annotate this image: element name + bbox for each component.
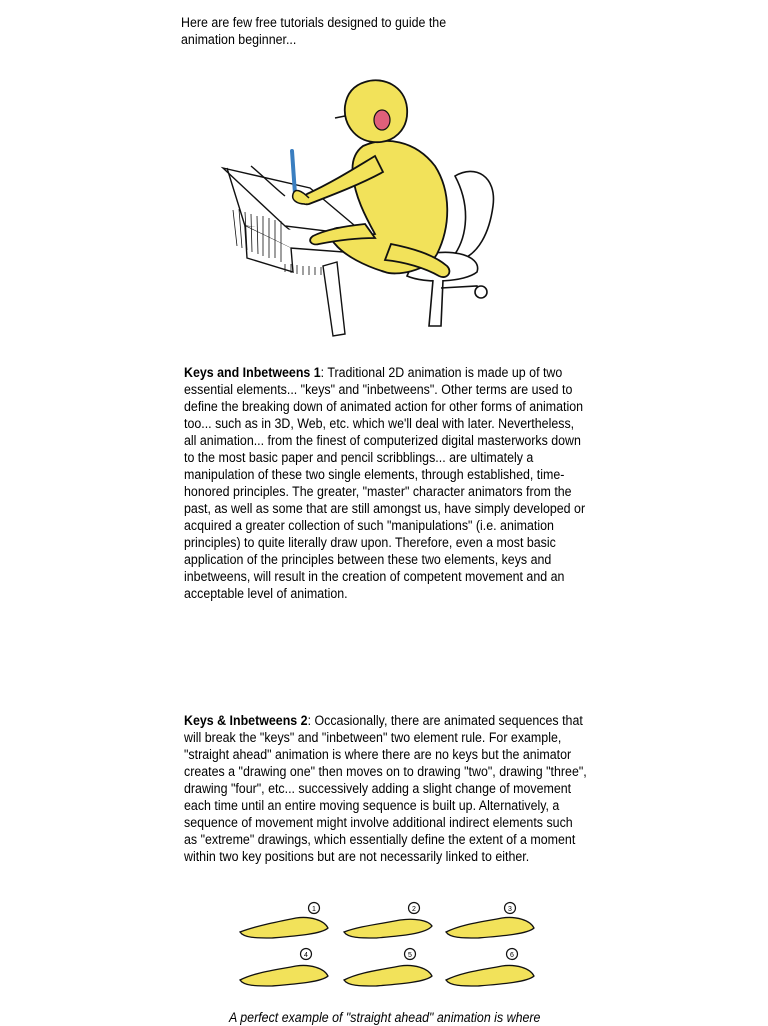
frame-number: 1: [312, 906, 316, 913]
frame-number: 2: [412, 906, 416, 913]
animator-illustration: [215, 76, 510, 338]
section-body: : Occasionally, there are animated sequences that will break the "keys" and "inbetween" two element rule. For example, "straight ahead" animation is where there are no keys but the animator creates a "drawing one" then moves on to drawing "two", drawing "three", drawing "four", etc... successively adding a slight change of movement each time until an entire moving sequence is built up. Alternatively, a sequence of movement might involve additional indirect elements such as "extreme" drawings, which essentially define the extent of a moment within two key positions but are not necessarily linked to either.: [184, 713, 587, 864]
hand-frame-2: [344, 903, 432, 939]
hand-frame-1: [240, 903, 328, 939]
frame-number: 6: [510, 952, 514, 959]
hand-sequence-illustration: [236, 898, 536, 994]
section-heading: Keys & Inbetweens 2: [184, 713, 308, 728]
frame-number: 5: [408, 952, 412, 959]
hand-frame-6: [446, 949, 534, 987]
hand-frame-5: [344, 949, 432, 987]
intro-text: Here are few free tutorials designed to guide the animation beginner...: [181, 15, 447, 47]
section-keys-inbetweens-2: [184, 712, 589, 865]
section-heading: Keys and Inbetweens 1: [184, 365, 321, 380]
section-body: : Traditional 2D animation is made up of two essential elements... "keys" and "inbetweens". Other terms are used to define the breaking down of animated action for other forms of animation too... such as in 3D, Web, etc. which we'll deal with later. Nevertheless, all animation... from the finest of computerized digital masterworks down to the most basic paper and pencil scribblings... are ultimately a manipulation of these two single elements, through established, time-honored principles. The greater, "master" character animators from the past, as well as some that are still amongst us, have simply developed or acquired a greater collection of such "manipulations" (i.e. animation principles) to quite literally draw upon. Therefore, even a most basic application of the principles between these two elements, keys and inbetweens, will result in the creation of competent movement and an acceptable level of animation.: [184, 365, 586, 601]
hand-frame-3: [446, 903, 534, 939]
frame-number: 4: [304, 952, 308, 959]
hand-sequence-caption: A perfect example of "straight ahead" animation is where: [229, 1010, 541, 1025]
section-keys-inbetweens-1: [184, 364, 589, 602]
frame-number: 3: [508, 906, 512, 913]
hand-frame-4: [240, 949, 328, 987]
